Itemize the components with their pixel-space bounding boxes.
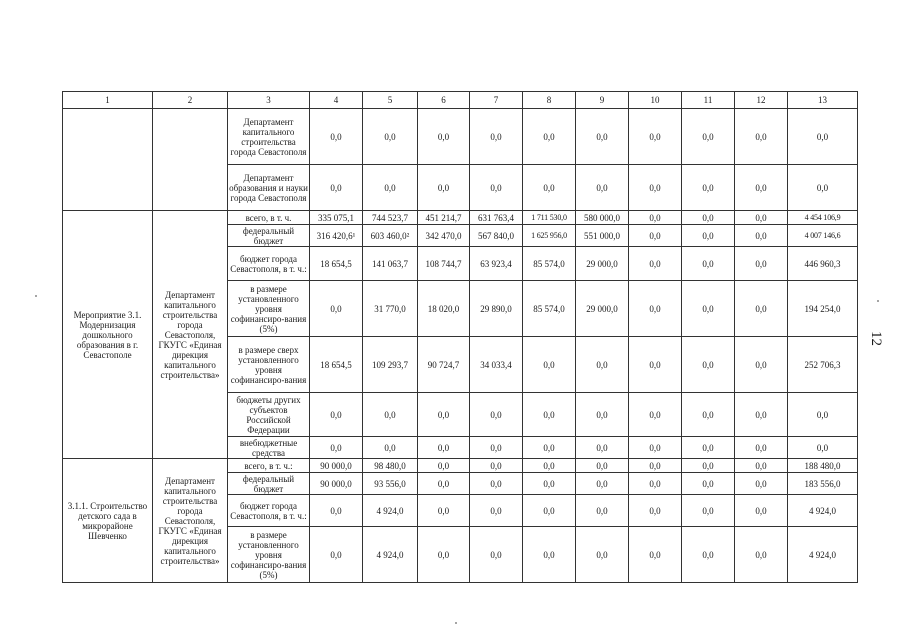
header-cell: 3 [228, 92, 310, 109]
budget-table [62, 91, 858, 583]
value-cell: 0,0 [310, 165, 363, 211]
value-cell: 0,0 [523, 473, 576, 495]
value-cell: 0,0 [418, 527, 470, 583]
value-cell: 85 574,0 [523, 247, 576, 281]
value-cell: 29 000,0 [576, 247, 629, 281]
funding-source-cell: бюджет города Севастополя, в т. ч.: [228, 495, 310, 527]
value-cell: 0,0 [788, 109, 858, 165]
value-cell: 603 460,0² [363, 225, 418, 247]
scan-speck [455, 622, 457, 624]
value-cell: 0,0 [682, 337, 735, 393]
value-cell: 0,0 [523, 393, 576, 437]
funding-source-cell: федеральный бюджет [228, 225, 310, 247]
value-cell: 0,0 [470, 165, 523, 211]
funding-source-cell: всего, в т. ч. [228, 211, 310, 225]
value-cell: 85 574,0 [523, 281, 576, 337]
value-cell: 0,0 [682, 247, 735, 281]
value-cell: 0,0 [629, 495, 682, 527]
value-cell: 0,0 [682, 473, 735, 495]
value-cell: 18 654,5 [310, 337, 363, 393]
header-cell: 2 [153, 92, 228, 109]
value-cell: 0,0 [682, 281, 735, 337]
value-cell: 0,0 [576, 337, 629, 393]
value-cell: 4 924,0 [788, 495, 858, 527]
value-cell: 0,0 [576, 393, 629, 437]
value-cell: 0,0 [682, 165, 735, 211]
value-cell: 0,0 [576, 165, 629, 211]
funding-source-cell: в размере сверх установленного уровня софинансиро-вания [228, 337, 310, 393]
value-cell: 18 020,0 [418, 281, 470, 337]
value-cell: 252 706,3 [788, 337, 858, 393]
value-cell: 0,0 [523, 109, 576, 165]
value-cell: 0,0 [629, 281, 682, 337]
value-cell: 194 254,0 [788, 281, 858, 337]
value-cell: 0,0 [629, 211, 682, 225]
value-cell: 580 000,0 [576, 211, 629, 225]
value-cell: 0,0 [418, 109, 470, 165]
value-cell: 4 454 106,9 [788, 211, 858, 225]
value-cell: 0,0 [523, 437, 576, 459]
value-cell: 0,0 [470, 459, 523, 473]
value-cell: 0,0 [418, 473, 470, 495]
value-cell: 0,0 [682, 459, 735, 473]
value-cell: 4 007 146,6 [788, 225, 858, 247]
value-cell: 183 556,0 [788, 473, 858, 495]
header-cell: 7 [470, 92, 523, 109]
value-cell: 0,0 [363, 437, 418, 459]
table-row [63, 459, 858, 473]
value-cell: 0,0 [523, 165, 576, 211]
value-cell: 0,0 [470, 393, 523, 437]
value-cell: 0,0 [576, 495, 629, 527]
header-cell: 12 [735, 92, 788, 109]
value-cell: 93 556,0 [363, 473, 418, 495]
value-cell: 0,0 [682, 393, 735, 437]
value-cell: 98 480,0 [363, 459, 418, 473]
value-cell: 18 654,5 [310, 247, 363, 281]
value-cell: 0,0 [735, 225, 788, 247]
value-cell: 0,0 [629, 527, 682, 583]
value-cell: 0,0 [523, 495, 576, 527]
value-cell: 0,0 [418, 459, 470, 473]
value-cell: 0,0 [629, 225, 682, 247]
value-cell: 0,0 [363, 393, 418, 437]
value-cell: 188 480,0 [788, 459, 858, 473]
value-cell: 108 744,7 [418, 247, 470, 281]
funding-source-cell: бюджеты других субъектов Российской Федерации [228, 393, 310, 437]
value-cell: 90 000,0 [310, 459, 363, 473]
value-cell: 0,0 [418, 437, 470, 459]
value-cell: 0,0 [523, 527, 576, 583]
executor-cell [153, 109, 228, 211]
scan-speck [35, 295, 37, 297]
value-cell: 90 724,7 [418, 337, 470, 393]
funding-source-cell: Департамент образования и науки города Севастополя [228, 165, 310, 211]
value-cell: 0,0 [682, 437, 735, 459]
funding-source-cell: в размере установленного уровня софинансиро-вания (5%) [228, 527, 310, 583]
value-cell: 0,0 [682, 495, 735, 527]
header-cell: 1 [63, 92, 153, 109]
value-cell: 335 075,1 [310, 211, 363, 225]
value-cell: 4 924,0 [363, 527, 418, 583]
value-cell: 4 924,0 [363, 495, 418, 527]
value-cell: 0,0 [682, 527, 735, 583]
value-cell: 31 770,0 [363, 281, 418, 337]
value-cell: 0,0 [735, 109, 788, 165]
header-cell: 5 [363, 92, 418, 109]
value-cell: 342 470,0 [418, 225, 470, 247]
value-cell: 0,0 [310, 495, 363, 527]
value-cell: 446 960,3 [788, 247, 858, 281]
header-cell: 6 [418, 92, 470, 109]
value-cell: 0,0 [576, 527, 629, 583]
value-cell: 0,0 [629, 165, 682, 211]
value-cell: 0,0 [576, 109, 629, 165]
activity-name-cell [63, 109, 153, 211]
value-cell: 631 763,4 [470, 211, 523, 225]
scan-speck [877, 300, 879, 302]
funding-source-cell: федеральный бюджет [228, 473, 310, 495]
header-row [63, 92, 858, 109]
value-cell: 0,0 [629, 437, 682, 459]
value-cell: 63 923,4 [470, 247, 523, 281]
activity-name-cell: 3.1.1. Строительство детского сада в микрорайоне Шевченко [63, 459, 153, 583]
value-cell: 34 033,4 [470, 337, 523, 393]
executor-cell: Департамент капитального строительства города Севастополя, ГКУГС «Единая дирекция капитального строительства» [153, 459, 228, 583]
value-cell: 0,0 [629, 473, 682, 495]
value-cell: 451 214,7 [418, 211, 470, 225]
value-cell: 0,0 [363, 165, 418, 211]
value-cell: 0,0 [682, 109, 735, 165]
value-cell: 0,0 [470, 109, 523, 165]
funding-source-cell: в размере установленного уровня софинансиро-вания (5%) [228, 281, 310, 337]
value-cell: 0,0 [735, 437, 788, 459]
value-cell: 567 840,0 [470, 225, 523, 247]
value-cell: 1 711 530,0 [523, 211, 576, 225]
value-cell: 1 625 956,0 [523, 225, 576, 247]
value-cell: 551 000,0 [576, 225, 629, 247]
header-cell: 11 [682, 92, 735, 109]
header-cell: 9 [576, 92, 629, 109]
value-cell: 0,0 [470, 437, 523, 459]
value-cell: 141 063,7 [363, 247, 418, 281]
value-cell: 0,0 [788, 165, 858, 211]
value-cell: 0,0 [576, 437, 629, 459]
value-cell: 0,0 [735, 473, 788, 495]
value-cell: 0,0 [576, 459, 629, 473]
funding-source-cell: внебюджетные средства [228, 437, 310, 459]
value-cell: 0,0 [735, 247, 788, 281]
funding-source-cell: бюджет города Севастополя, в т. ч.: [228, 247, 310, 281]
value-cell: 0,0 [735, 495, 788, 527]
value-cell: 29 000,0 [576, 281, 629, 337]
value-cell: 0,0 [363, 109, 418, 165]
value-cell: 0,0 [310, 527, 363, 583]
value-cell: 0,0 [735, 165, 788, 211]
value-cell: 0,0 [682, 225, 735, 247]
value-cell: 744 523,7 [363, 211, 418, 225]
value-cell: 0,0 [523, 459, 576, 473]
funding-source-cell: Департамент капитального строительства города Севастополя [228, 109, 310, 165]
value-cell: 0,0 [418, 393, 470, 437]
value-cell: 0,0 [735, 211, 788, 225]
page-number: 12 [868, 331, 884, 346]
value-cell: 0,0 [470, 495, 523, 527]
value-cell: 0,0 [310, 393, 363, 437]
value-cell: 0,0 [788, 393, 858, 437]
value-cell: 0,0 [523, 337, 576, 393]
value-cell: 0,0 [735, 459, 788, 473]
value-cell: 90 000,0 [310, 473, 363, 495]
value-cell: 4 924,0 [788, 527, 858, 583]
executor-cell: Департамент капитального строительства города Севастополя, ГКУГС «Единая дирекция капитального строительства» [153, 211, 228, 459]
activity-name-cell: Мероприятие 3.1. Модернизация дошкольного образования в г. Севастополе [63, 211, 153, 459]
table-row [63, 211, 858, 225]
value-cell: 0,0 [682, 211, 735, 225]
value-cell: 0,0 [629, 247, 682, 281]
value-cell: 0,0 [788, 437, 858, 459]
header-cell: 10 [629, 92, 682, 109]
value-cell: 0,0 [310, 281, 363, 337]
value-cell: 0,0 [418, 495, 470, 527]
funding-source-cell: всего, в т. ч.: [228, 459, 310, 473]
value-cell: 0,0 [470, 473, 523, 495]
header-cell: 13 [788, 92, 858, 109]
value-cell: 0,0 [629, 337, 682, 393]
value-cell: 0,0 [735, 393, 788, 437]
value-cell: 0,0 [629, 109, 682, 165]
header-cell: 4 [310, 92, 363, 109]
value-cell: 0,0 [735, 337, 788, 393]
value-cell: 0,0 [470, 527, 523, 583]
value-cell: 0,0 [629, 393, 682, 437]
value-cell: 0,0 [310, 109, 363, 165]
value-cell: 109 293,7 [363, 337, 418, 393]
value-cell: 0,0 [310, 437, 363, 459]
value-cell: 29 890,0 [470, 281, 523, 337]
value-cell: 0,0 [735, 281, 788, 337]
value-cell: 0,0 [418, 165, 470, 211]
value-cell: 0,0 [735, 527, 788, 583]
table-row [63, 109, 858, 165]
value-cell: 0,0 [576, 473, 629, 495]
header-cell: 8 [523, 92, 576, 109]
value-cell: 316 420,6¹ [310, 225, 363, 247]
value-cell: 0,0 [629, 459, 682, 473]
